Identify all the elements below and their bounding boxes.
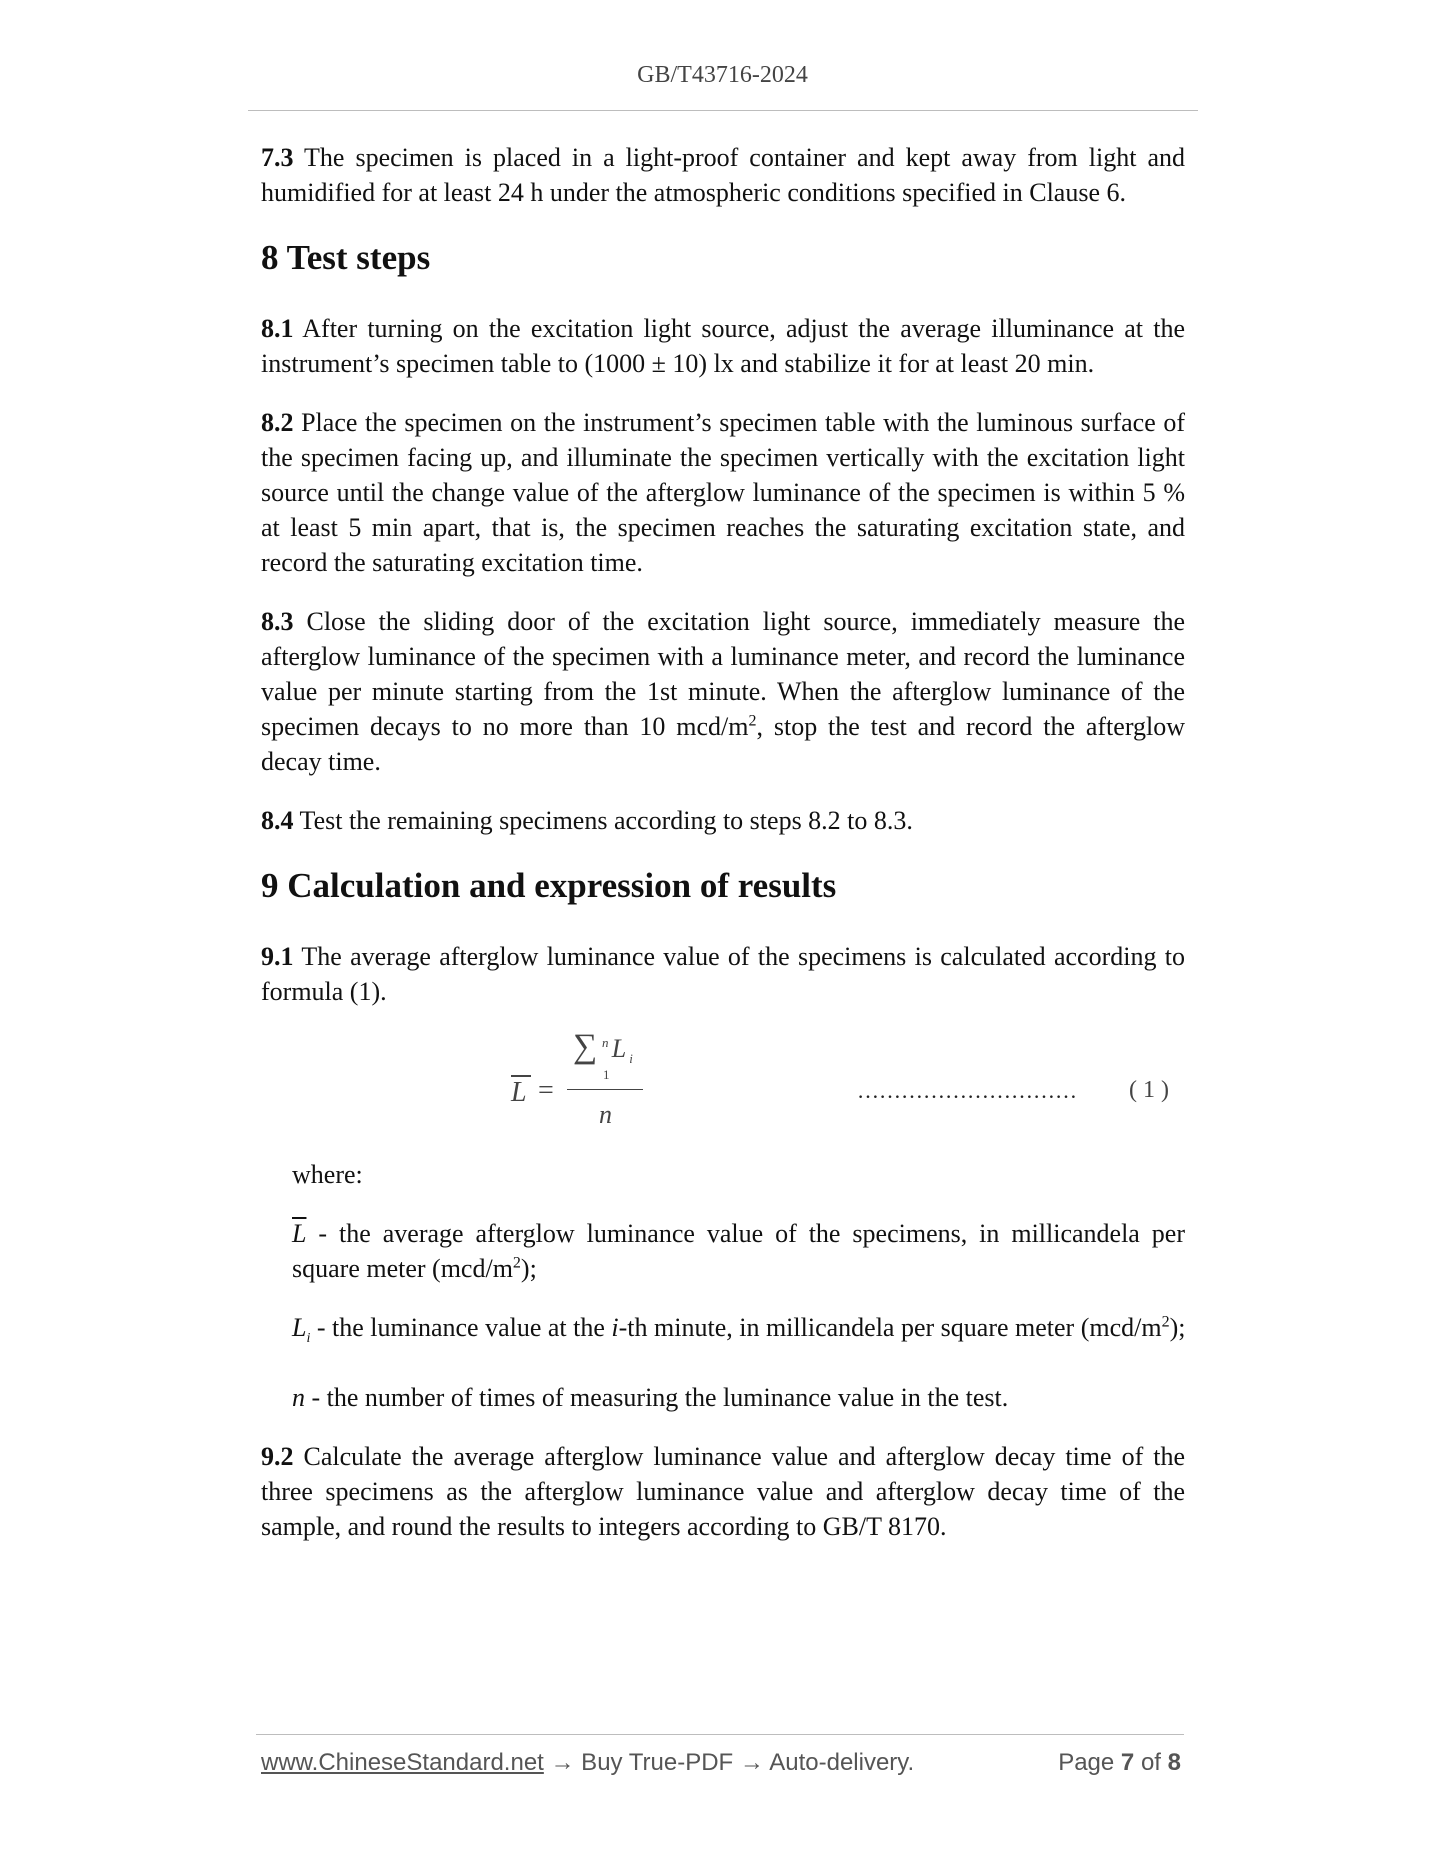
formula-numerator bbox=[573, 1028, 633, 1082]
clause-text: The average afterglow luminance value of the specimens is calculated according to formula (1). bbox=[261, 942, 1185, 1006]
term-subscript: i bbox=[629, 1051, 633, 1067]
footer-promo bbox=[261, 1749, 914, 1777]
formula-overbar bbox=[511, 1075, 531, 1077]
definition-text: - the luminance value at the bbox=[310, 1313, 612, 1342]
footer-divider bbox=[256, 1734, 1184, 1735]
clause-7-3 bbox=[261, 140, 1185, 210]
sum-lower-limit: 1 bbox=[603, 1067, 610, 1082]
page-indicator bbox=[1058, 1749, 1181, 1777]
definition-text: - the average afterglow luminance value of the specimens, in millicandela per square meter (mcd/m bbox=[292, 1219, 1185, 1283]
superscript: 2 bbox=[748, 712, 757, 730]
formula-denominator: n bbox=[599, 1100, 612, 1129]
definition-Lbar bbox=[292, 1216, 1185, 1286]
where-label: where: bbox=[292, 1160, 363, 1189]
sum-term bbox=[611, 1034, 633, 1067]
document-code: GB/T43716-2024 bbox=[637, 62, 808, 88]
formula-equals: = bbox=[538, 1075, 554, 1106]
page-label: Page bbox=[1058, 1749, 1121, 1776]
definition-text-cont: ); bbox=[520, 1254, 537, 1283]
section-9-heading: 9 Calculation and expression of results bbox=[261, 866, 837, 905]
superscript: 2 bbox=[512, 1254, 521, 1272]
symbol-Li bbox=[292, 1313, 311, 1347]
header-divider bbox=[248, 110, 1198, 111]
website-link[interactable]: www.ChineseStandard.net bbox=[261, 1749, 544, 1776]
sum-upper-limit: n bbox=[602, 1035, 609, 1050]
page-header bbox=[0, 62, 1445, 89]
clause-text: After turning on the excitation light source, adjust the average illuminance at the instrument’s specimen table to (1000 ± 10) lx and stabilize it for at least 20 min. bbox=[261, 314, 1185, 378]
total-pages: 8 bbox=[1167, 1749, 1181, 1776]
document-body bbox=[261, 140, 1185, 1544]
clause-number: 8.3 bbox=[261, 607, 294, 636]
superscript: 2 bbox=[1161, 1313, 1170, 1331]
sigma-symbol: ∑ bbox=[573, 1028, 598, 1065]
clause-number: 8.2 bbox=[261, 408, 294, 437]
clause-text: The specimen is placed in a light-proof container and kept away from light and humidified for at least 24 h under the atmospheric conditions specified in Clause 6. bbox=[261, 143, 1185, 207]
footer-promo-text: → Buy True-PDF → Auto-delivery. bbox=[543, 1749, 915, 1776]
italic-i: i bbox=[611, 1313, 619, 1342]
symbol-subscript: i bbox=[306, 1331, 311, 1347]
definition-text-cont: -th minute, in millicandela per square meter (mcd/m bbox=[618, 1313, 1162, 1342]
symbol-Lbar: $\overline{L}$ bbox=[292, 1219, 307, 1248]
definition-text: - the number of times of measuring the luminance value in the test. bbox=[305, 1383, 1009, 1413]
clause-text-cont: , stop the test and record the afterglow decay time. bbox=[261, 712, 1186, 776]
section-8-heading: 8 Test steps bbox=[261, 238, 431, 277]
clause-8-4 bbox=[261, 803, 1185, 838]
clause-number: 7.3 bbox=[261, 143, 294, 172]
clause-8-3 bbox=[261, 604, 1185, 779]
symbol-n: n bbox=[292, 1383, 305, 1413]
of-label: of bbox=[1134, 1749, 1168, 1776]
clause-8-1 bbox=[261, 311, 1185, 381]
clause-9-2 bbox=[261, 1439, 1185, 1544]
current-page: 7 bbox=[1120, 1749, 1135, 1776]
clause-text: Calculate the average afterglow luminance value and afterglow decay time of the three specimens as the afterglow luminance value and afterglow decay time of the sample, and round the results to integers according to GB/T 8170. bbox=[261, 1442, 1185, 1542]
definition-n bbox=[292, 1380, 1185, 1415]
term-L: L bbox=[611, 1034, 627, 1063]
clause-number: 8.1 bbox=[261, 314, 294, 343]
formula-leader-dots: ………………………… bbox=[857, 1078, 1077, 1103]
formula-1 bbox=[261, 1029, 1185, 1157]
symbol-L: L bbox=[292, 1313, 307, 1342]
clause-number: 9.1 bbox=[261, 942, 294, 971]
clause-text: Place the specimen on the instrument’s specimen table with the luminous surface of the specimen facing up, and illuminate the specimen vertically with the excitation light source until the change value of the afterglow luminance of the specimen is within 5 % at least 5 min apart, that is, the specimen reaches the saturating excitation state, and record the saturating excitation time. bbox=[261, 408, 1185, 577]
formula-lhs-L: L bbox=[511, 1077, 527, 1108]
clause-number: 9.2 bbox=[261, 1442, 294, 1472]
clause-number: 8.4 bbox=[261, 806, 294, 835]
formula-number: ( 1 ) bbox=[1129, 1077, 1169, 1103]
fraction-line bbox=[567, 1089, 643, 1090]
clause-9-1 bbox=[261, 939, 1185, 1009]
clause-text: Close the sliding door of the excitation light source, immediately measure the afterglow luminance of the specimen with a luminance meter, and record the luminance value per minute starting from the 1st minute. When the afterglow luminance of the specimen decays to no more than 10 mcd/m bbox=[261, 607, 1185, 741]
clause-text: Test the remaining specimens according to steps 8.2 to 8.3. bbox=[293, 806, 913, 835]
clause-8-2 bbox=[261, 405, 1185, 580]
definition-text-end: ); bbox=[1169, 1313, 1186, 1342]
definition-Li bbox=[292, 1310, 1205, 1356]
